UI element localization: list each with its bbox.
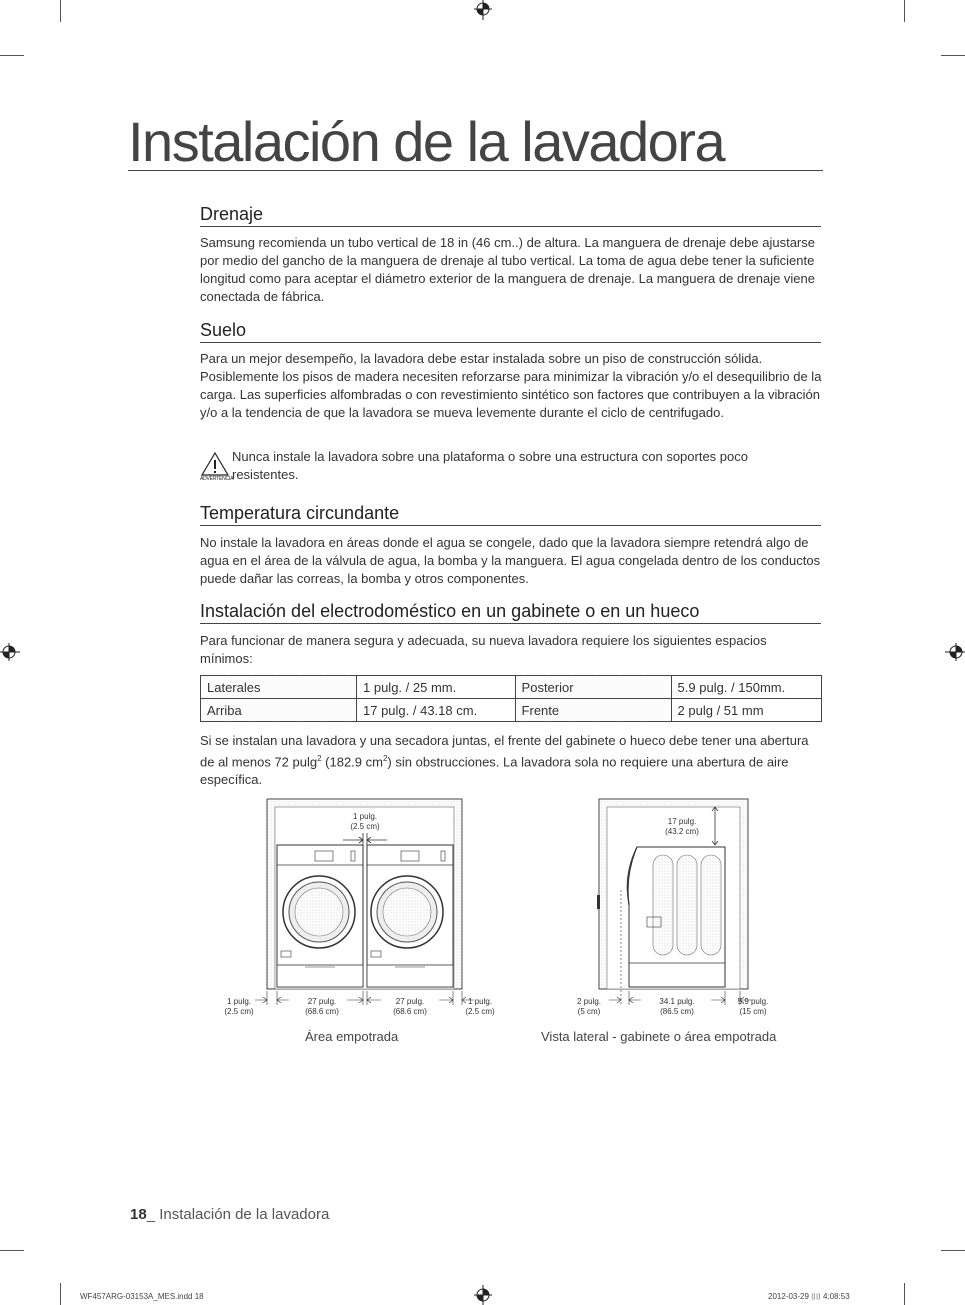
dim-left-gap bbox=[219, 997, 259, 1017]
paragraph-suelo: Para un mejor desempeño, la lavadora debe estar instalada sobre un piso de construcción sólida. Posiblemente los pisos de madera necesiten reforzarse para minimizar la vibración y/o el desequilibrio de la carga. Las superficies alfombradas o con revestimiento sintético son factores que contribuyen a la vibración y/o a la tendencia de que la lavadora se mueva levemente durante el ciclo de centrifugado. bbox=[200, 351, 822, 420]
dim-value-metric: (15 cm) bbox=[739, 1007, 767, 1016]
dim-washer-width bbox=[297, 997, 347, 1017]
table-cell-value: 2 pulg / 51 mm bbox=[671, 699, 821, 722]
table-cell-value: 1 pulg. / 25 mm. bbox=[357, 676, 516, 699]
dim-value: 1 pulg. bbox=[226, 997, 252, 1006]
dim-value-metric: (68.6 cm) bbox=[393, 1007, 427, 1016]
crop-mark bbox=[904, 1283, 905, 1305]
dim-value-metric: (5 cm) bbox=[577, 1007, 601, 1016]
dim-value-metric: (2.5 cm) bbox=[465, 1007, 495, 1016]
dim-top-gap bbox=[340, 812, 390, 832]
table-cell-value: 5.9 pulg. / 150mm. bbox=[671, 676, 821, 699]
dim-value: 1 pulg. bbox=[467, 997, 493, 1006]
crop-mark bbox=[60, 0, 61, 22]
paragraph-opening bbox=[200, 732, 822, 789]
page-title: Instalación de la lavadora bbox=[128, 112, 823, 171]
section-heading-instalacion: Instalación del electrodoméstico en un gabinete o en un hueco bbox=[200, 601, 821, 624]
dim-value: 34.1 pulg. bbox=[659, 997, 695, 1006]
dim-value: 27 pulg. bbox=[307, 997, 337, 1006]
table-row bbox=[201, 676, 822, 699]
table-row bbox=[201, 699, 822, 722]
warning-text: Nunca instale la lavadora sobre una plataforma o sobre una estructura con soportes poco resistentes. bbox=[232, 449, 748, 482]
page-number: 18 bbox=[130, 1206, 147, 1223]
warning-label: ADVERTENCIA bbox=[200, 476, 234, 482]
figure-side-view bbox=[565, 795, 780, 1025]
crop-mark bbox=[0, 1250, 24, 1251]
dim-value: 1 pulg. bbox=[352, 812, 378, 821]
dim-rear-clearance bbox=[731, 997, 775, 1017]
footer-title: _ Instalación de la lavadora bbox=[146, 1206, 330, 1223]
table-cell-label: Posterior bbox=[515, 676, 671, 699]
dim-value-metric: (2.5 cm) bbox=[224, 1007, 254, 1016]
date-slug: 2012-03-29 ⌷⌷ 4:08:53 bbox=[768, 1292, 850, 1301]
dim-value-metric: (2.5 cm) bbox=[350, 822, 380, 831]
dim-value: 17 pulg. bbox=[667, 817, 697, 826]
file-slug: WF457ARG-03153A_MES.indd 18 bbox=[80, 1292, 204, 1301]
dim-right-gap bbox=[459, 997, 501, 1017]
dim-value: 2 pulg. bbox=[576, 997, 602, 1006]
dim-value-metric: (68.6 cm) bbox=[305, 1007, 339, 1016]
table-cell-value: 17 pulg. / 43.18 cm. bbox=[357, 699, 516, 722]
figure-caption-front: Área empotrada bbox=[305, 1029, 399, 1044]
crop-mark bbox=[941, 55, 965, 56]
dim-value: 5.9 pulg. bbox=[737, 997, 769, 1006]
registration-mark-icon bbox=[943, 640, 965, 664]
paragraph-instalacion: Para funcionar de manera segura y adecuada, su nueva lavadora requiere los siguientes espacios mínimos: bbox=[200, 633, 767, 666]
dim-front-clearance bbox=[569, 997, 609, 1017]
dim-top-clearance bbox=[657, 817, 707, 837]
table-cell-label: Frente bbox=[515, 699, 671, 722]
registration-mark-icon bbox=[471, 1283, 495, 1305]
section-heading-temperatura: Temperatura circundante bbox=[200, 503, 821, 526]
opening-text-b: (182.9 cm bbox=[321, 754, 383, 770]
paragraph-drenaje: Samsung recomienda un tubo vertical de 18 in (46 cm..) de altura. La manguera de drenaje debe ajustarse por medio del gancho de la manguera de drenaje al tubo vertical. La toma de agua debe tener la suficiente longitud como para aceptar el diámetro exterior de la manguera de drenaje. La manguera de drenaje viene conectada de fábrica. bbox=[200, 235, 815, 304]
dim-value: 27 pulg. bbox=[395, 997, 425, 1006]
dim-dryer-width bbox=[385, 997, 435, 1017]
paragraph-temperatura: No instale la lavadora en áreas donde el agua se congele, dado que la lavadora siempre retendrá algo de agua en el área de la válvula de agua, la bomba y la manguera. El agua congelada dentro de los conductos puede dañar las correas, la bomba y otros componentes. bbox=[200, 535, 821, 586]
crop-mark bbox=[60, 1283, 61, 1305]
figure-front-recess bbox=[225, 795, 510, 1025]
section-heading-suelo: Suelo bbox=[200, 320, 821, 343]
registration-mark-icon bbox=[471, 0, 495, 22]
table-cell-label: Arriba bbox=[201, 699, 357, 722]
crop-mark bbox=[941, 1250, 965, 1251]
dim-washer-depth bbox=[649, 997, 705, 1017]
superscript: 2 bbox=[382, 754, 388, 763]
page-footer bbox=[130, 1206, 329, 1223]
section-heading-drenaje: Drenaje bbox=[200, 204, 821, 227]
crop-mark bbox=[0, 55, 24, 56]
clearance-table bbox=[200, 675, 822, 722]
figure-caption-side: Vista lateral - gabinete o área empotrada bbox=[541, 1029, 777, 1044]
table-cell-label: Laterales bbox=[201, 676, 357, 699]
opening-text-c: ) sin obstrucciones. La lavadora sola no requiere una abertura de aire específica. bbox=[200, 754, 789, 788]
opening-text-a: Si se instalan una lavadora y una secadora juntas, el frente del gabinete o hueco debe tener una abertura de al menos 72 pulg bbox=[200, 733, 809, 770]
crop-mark bbox=[904, 0, 905, 22]
superscript: 2 bbox=[317, 754, 322, 763]
dim-value-metric: (43.2 cm) bbox=[665, 827, 699, 836]
dim-value-metric: (86.5 cm) bbox=[660, 1007, 694, 1016]
registration-mark-icon bbox=[0, 640, 22, 664]
